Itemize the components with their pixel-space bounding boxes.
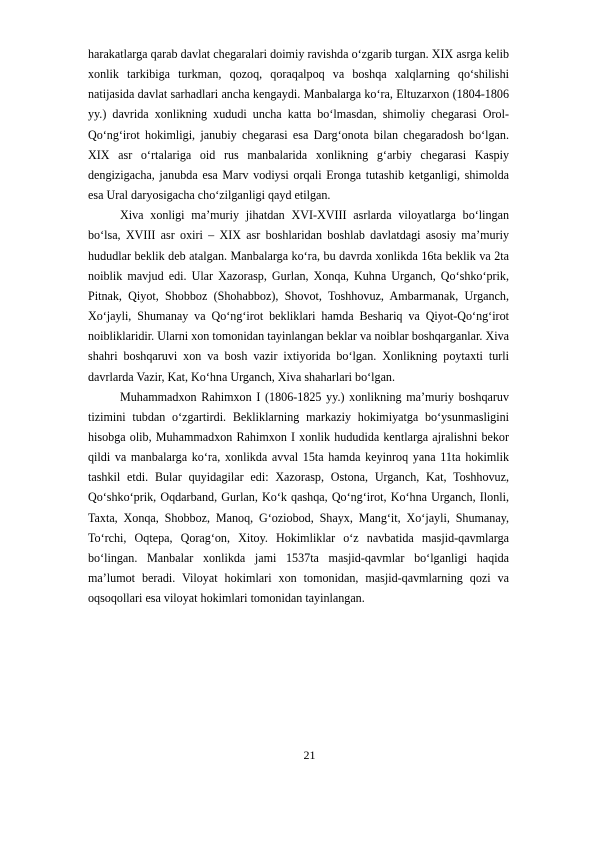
body-text — [88, 44, 509, 608]
paragraph-2: Xiva xonligi ma’muriy jihatdan XVI-XVIII asrlarda viloyatlarga bo‘lingan bo‘lsa, XVIII asr oxiri – XIX asr boshlaridan boshlab davlatdagi asosiy ma’muriy hududlar beklik deb atalgan. Manbalarga ko‘ra, bu davrda xonlikda 16ta beklik va 2ta noiblik mavjud edi. Ular Xazorasp, Gurlan, Xonqa, Kuhna Urganch, Qo‘shko‘prik, Pitnak, Qiyot, Shobboz (Shohabboz), Shovot, Toshhovuz, Ambarmanak, Urganch, Xo‘jayli, Shumanay va Qo‘ng‘irot bekliklari hamda Beshariq va Qiyot-Qo‘ng‘irot noibliklaridir. Ularni xon tomonidan tayinlangan beklar va noiblar boshqarganlar. Xiva shahri boshqaruvi xon va bosh vazir ixtiyorida bo‘lgan. Xonlikning poytaxti turli davrlarda Vazir, Kat, Ko‘hna Urganch, Xiva shaharlari bo‘lgan. — [88, 208, 509, 384]
paragraph-3: Muhammadxon Rahimxon I (1806-1825 yy.) xonlikning ma’muriy boshqaruv tizimini tubdan o‘zgartirdi. Bekliklarning markaziy hokimiyatga bo‘ysunmasligini hisobga olib, Muhammadxon Rahimxon I xonlik hududida kentlarga ajralishni bekor qildi va manbalarga ko‘ra, xonlikda avval 15ta hamda keyinroq yana 11ta hokimlik tashkil etdi. Bular quyidagilar edi: Xazorasp, Ostona, Urganch, Kat, Toshhovuz, Qo‘shko‘prik, Oqdarband, Gurlan, Ko‘k qashqa, Qo‘ng‘irot, Ko‘hna Urganch, Ilonli, Taxta, Xonqa, Shobboz, Manoq, G‘oziobod, Shayx, Mang‘it, Xo‘jayli, Shumanay, To‘rchi, Oqtepa, Qorag‘on, Xitoy. Hokimliklar o‘z navbatida masjid-qavmlarga bo‘lingan. Manbalar xonlikda jami 1537ta masjid-qavmlar bo‘lganligi haqida ma’lumot beradi. Viloyat hokimlari xon tomonidan, masjid-qavmlarning qozi va oqsoqollari esa viloyat hokimlari tomonidan tayinlangan. — [88, 389, 509, 606]
page-number: 21 — [303, 748, 316, 762]
paragraph-1: harakatlarga qarab davlat chegaralari doimiy ravishda o‘zgarib turgan. XIX asrga kelib xonlik tarkibiga turkman, qozoq, qoraqalpoq va boshqa xalqlarning qo‘shilishi natijasida davlat sarhadlari ancha kengaydi. Manbalarga ko‘ra, Eltuzarxon (1804-1806 yy.) davrida xonlikning xududi uncha katta bo‘lmasdan, shimoliy chegarasi Orol-Qo‘ng‘irot hokimligi, janubiy chegarasi esa Darg‘onota bilan chegaradosh bo‘lgan. XIX asr o‘rtalariga oid rus manbalarida xonlikning g‘arbiy chegarasi Kaspiy dengizigacha, janubda esa Marv vodiysi orqali Eronga tutashib ketganligi, shimolda esa Ural daryosigacha cho‘zilganligi qayd etilgan. — [88, 47, 509, 203]
